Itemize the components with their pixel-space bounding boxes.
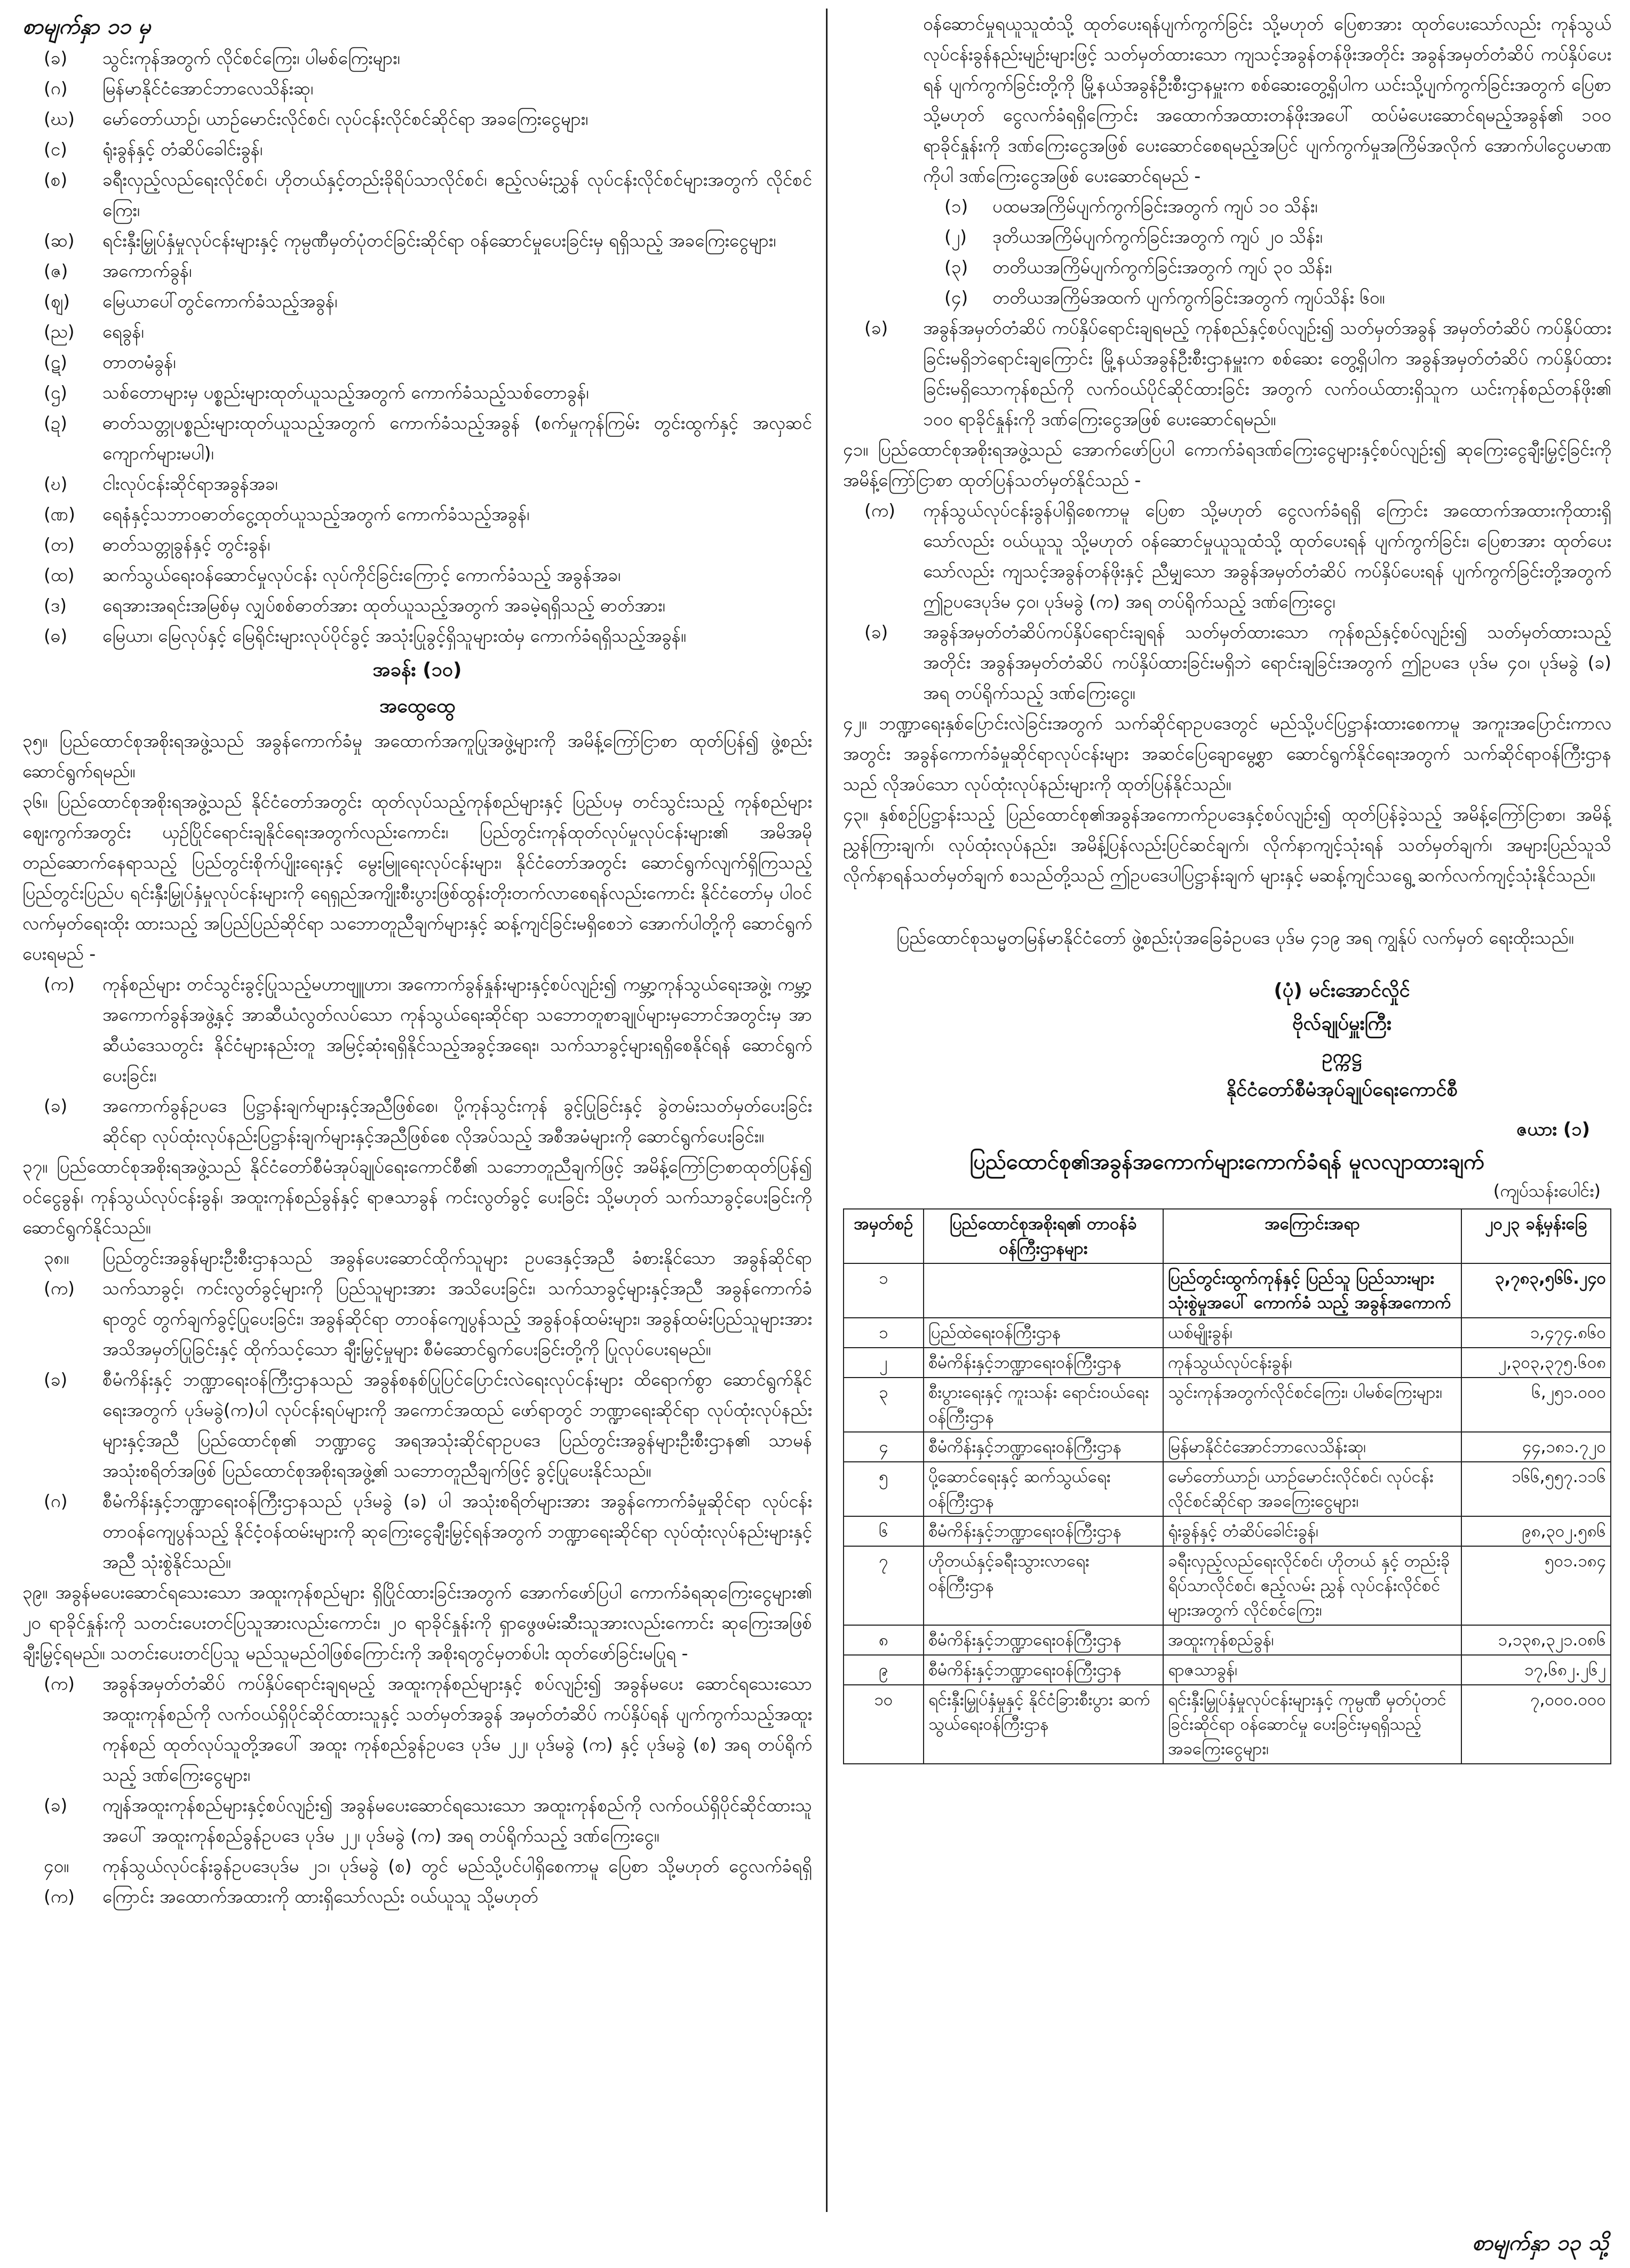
chapter-title: အထွေထွေ: [379, 695, 455, 717]
section-36-items: [22, 969, 812, 1151]
cell-serial: ၂: [844, 1348, 924, 1378]
item-label: (၂): [944, 226, 967, 247]
cell-ministry: ရင်းနှီးမြှုပ်နှံမှုနှင့် နိုင်ငံခြားစီးပွား ဆက်သွယ်ရေးဝန်ကြီးဌာန: [924, 1685, 1163, 1764]
cell-ministry: ပို့ဆောင်ရေးနှင့် ဆက်သွယ်ရေး ဝန်ကြီးဌာန: [924, 1462, 1163, 1516]
item-text: ရေနံနှင့်သဘာဝဓာတ်ငွေ့ထုတ်ယူသည့်အတွက် ကောက်ခံသည့်အခွန်၊: [102, 504, 530, 524]
section-41: ၄၁။ ပြည်ထောင်စုအစိုးရအဖွဲ့သည် အောက်ဖော်ပြပါ ကောက်ခံရဒဏ်ကြေးငွေများနှင့်စပ်လျဉ်း၍ ဆုကြေးငွေချီးမြှင့်ခြင်းကို အမိန့်ကြော်ငြာစာ ထုတ်ပြန်သတ်မှတ်နိုင်သည် -: [843, 439, 1611, 490]
item-label: (က): [864, 500, 896, 521]
item-text: တာတမံခွန်၊: [102, 352, 176, 372]
section-40-start: [22, 1851, 812, 1912]
cell-amount: ၁၆၆,၅၅၇.၁၁၆: [1461, 1462, 1611, 1516]
table-row: [844, 1655, 1611, 1685]
cell-serial: ၉: [844, 1655, 924, 1685]
signature-mark: (ပုံ) မင်းအောင်လှိုင်: [1274, 980, 1410, 1001]
table-row: [844, 1263, 1611, 1318]
item-text: ကုန်သွယ်လုပ်ငန်းခွန်ပါရှိစေကာမူ ပြေစာ သို့မဟုတ် ငွေလက်ခံရရှိ ကြောင်း အထောက်အထားကိုထားရှိသော်လည်း ဝယ်ယူသူ သို့မဟုတ် ဝန်ဆောင်မှုယူသူထံသို့ ထုတ်ပေးရန် ပျက်ကွက်ခြင်း၊ ပြေစာအား ထုတ်ပေးသော်လည်း ကျသင့်အခွန်တန်ဖိုးနှင့် ညီမျှသော အခွန်အမှတ်တံဆိပ် ကပ်နှိပ်ပေးရန် ပျက်ကွက်ခြင်းတို့အတွက် ဤဥပဒေပုဒ်မ ၄၀၊ ပုဒ်မခွဲ (က) အရ တပ်ရိုက်သည့် ဒဏ်ကြေးငွေ၊: [923, 500, 1611, 612]
list-item: [22, 1364, 812, 1486]
list-item: [22, 499, 812, 529]
list-item: [843, 282, 1611, 313]
item-text: ကုန်စည်များ တင်သွင်းခွင့်ပြုသည့်မဟာဗျူဟာ၊ အကောက်ခွန်နှုန်းများနှင့်စပ်လျဉ်း၍ ကမ္ဘာ့ကုန်သွယ်ရေးအဖွဲ့၊ ကမ္ဘာ့အကောက်ခွန်အဖွဲ့နှင့် အာဆီယံလွတ်လပ်သော ကုန်သွယ်ရေးဆိုင်ရာ သဘောတူစာချုပ်များမှဘောင်အတွင်းမှ အာဆီယံဒေသတွင်း နိုင်ငံများနည်းတူ အမြင့်ဆုံးရရှိနိုင်သည့်အခွင့်အရေး၊ သက်သာခွင့်များရရှိစေနိုင်ရန် ဆောင်ရွက်ပေးခြင်း၊: [102, 974, 812, 1086]
section-40-continued: ဝန်ဆောင်မှုရယူသူထံသို့ ထုတ်ပေးရန်ပျက်ကွက်ခြင်း သို့မဟုတ် ပြေစာအား ထုတ်ပေးသော်လည်း ကုန်သွယ်လုပ်ငန်းခွန်နည်းမျဉ်းများဖြင့် သတ်မှတ်ထားသော ကျသင့်အခွန်တန်ဖိုးအတိုင်း အခွန်အမှတ်တံဆိပ် ကပ်နှိပ်ပေးရန် ပျက်ကွက်ခြင်းတို့ကို မြို့နယ်အခွန်ဦးစီးဌာနမှူးက စစ်ဆေးတွေ့ရှိပါက ယင်းသို့ပျက်ကွက်ခြင်းအတွက် ပြေစာ သို့မဟုတ် ငွေလက်ခံရရှိကြောင်း အထောက်အထားတန်ဖိုးအပေါ် ထပ်မံပေးဆောင်ရမည့်အခွန်၏ ၁၀၀ ရာခိုင်နှုန်းကို ဒဏ်ကြေးငွေအဖြစ် ပေးဆောင်စေရမည့်အပြင် ပျက်ကွက်မှုအကြိမ်အလိုက် အောက်ပါငွေပမာဏကိုပါ ဒဏ်ကြေးငွေအဖြစ် ပေးဆောင်ရမည် -: [923, 13, 1611, 186]
item-text: ရုံးခွန်နှင့် တံဆိပ်ခေါင်းခွန်၊: [102, 139, 263, 160]
list-item: [843, 617, 1611, 708]
table-row: [844, 1318, 1611, 1348]
section-35-36: [22, 726, 812, 969]
item-label: (ဌ): [44, 382, 68, 403]
paragraph: ၃၇။ ပြည်ထောင်စုအစိုးရအဖွဲ့သည် နိုင်ငံတော်စီမံအုပ်ချုပ်ရေးကောင်စီ၏ သဘောတူညီချက်ဖြင့် အမိန့်ကြော်ငြာစာထုတ်ပြန်၍ ဝင်ငွေခွန်၊ ကုန်သွယ်လုပ်ငန်းခွန်၊ အထူးကုန်စည်ခွန်နှင့် ရာဇသာခွန် ကင်းလွတ်ခွင့် ပေးခြင်း သို့မဟုတ် သက်သာခွင့်ပေးခြင်းကို ဆောင်ရွက်နိုင်သည်။: [22, 1156, 812, 1238]
item-label: (ခ): [44, 1369, 68, 1390]
list-item: [843, 495, 1611, 617]
paragraph: ၃၅။ ပြည်ထောင်စုအစိုးရအဖွဲ့သည် အခွန်ကောက်ခံမှု အထောက်အကူပြုအဖွဲ့များကို အမိန့်ကြော်ငြာစာ ထုတ်ပြန်၍ ဖွဲ့စည်းဆောင်ရွက်ရမည်။: [22, 730, 812, 782]
item-text: ကျန်အထူးကုန်စည်များနှင့်စပ်လျဉ်း၍ အခွန်မပေးဆောင်ရသေးသော အထူးကုန်စည်ကို လက်ဝယ်ရှိပိုင်ဆိုင်ထားသူအပေါ် အထူးကုန်စည်ခွန်ဥပဒေ ပုဒ်မ ၂၂၊ ပုဒ်မခွဲ (က) အရ တပ်ရိုက်သည့် ဒဏ်ကြေးငွေ။: [102, 1795, 812, 1846]
cell-subject: ပြည်တွင်းထွက်ကုန်နှင့် ပြည်သူ ပြည်သားများ သုံးစွဲမှုအပေါ် ကောက်ခံ သည့် အခွန်အကောက်: [1163, 1263, 1461, 1318]
item-label: (ဇ): [44, 260, 68, 281]
cell-subject: ကုန်သွယ်လုပ်ငန်းခွန်၊: [1163, 1348, 1461, 1378]
cell-ministry: စီမံကိန်းနှင့်ဘဏ္ဍာရေးဝန်ကြီးဌာန: [924, 1348, 1163, 1378]
cell-ministry: [924, 1263, 1163, 1318]
table-row: [844, 1685, 1611, 1764]
item-text: စီမံကိန်းနှင့်ဘဏ္ဍာရေးဝန်ကြီးဌာနသည် ပုဒ်မခွဲ (ခ) ပါ အသုံးစရိတ်များအား အခွန်ကောက်ခံမှုဆိုင်ရာ လုပ်ငန်းတာဝန်ကျေပွန်သည့် နိုင်ငံ့ဝန်ထမ်းများကို ဆုကြေးငွေချီးမြှင့်ရန်အတွက် ဘဏ္ဍာရေးဆိုင်ရာ လုပ်ထုံးလုပ်နည်းများနှင့်အညီ သုံးစွဲနိုင်သည်။: [102, 1491, 812, 1572]
header-serial: အမှတ်စဉ်: [844, 1209, 924, 1263]
section-37: [22, 1151, 812, 1243]
cell-amount: ၂,၃၀၃,၃၇၅.၆၀၈: [1461, 1348, 1611, 1378]
item-text: မြေယာပေါ်တွင်ကောက်ခံသည့်အခွန်၊: [102, 291, 338, 312]
paragraph: ၃၉။ အခွန်မပေးဆောင်ရသေးသော အထူးကုန်စည်များ ရှိပြိုင်ထားခြင်းအတွက် အောက်ဖော်ပြပါ ကောက်ခံရဆုကြေးငွေများ၏ ၂၀ ရာခိုင်နှုန်းကို သတင်းပေးတင်ပြသူအားလည်းကောင်း၊ ၂၀ ရာခိုင်နှုန်းကို ရှာဖွေဖမ်းဆီးသူအားလည်းကောင်း ဆုကြေးအဖြစ်ချီးမြှင့်ရမည်။ သတင်းပေးတင်ပြသူ မည်သူမည်ဝါဖြစ်ကြောင်းကို အစိုးရတွင်မှတစ်ပါး ထုတ်ဖော်ခြင်းမပြုရ -: [22, 1582, 812, 1664]
cell-amount: ၁,၁၃၈,၃၂၁.၀၈၆: [1461, 1625, 1611, 1655]
item-text: ဓာတ်သတ္တုခွန်နှင့် တွင်းခွန်၊: [102, 534, 271, 555]
page-continued-from: စာမျက်နှာ ၁၁ မှ: [22, 14, 151, 39]
list-item: [22, 1243, 812, 1364]
item-label: (ဍ): [44, 412, 68, 433]
list-item: [22, 969, 812, 1091]
annex-title: ပြည်ထောင်စု၏အခွန်အကောက်များကောက်ခံရန် မူလလျာထားချက်: [969, 1150, 1485, 1174]
table-row: [844, 1432, 1611, 1462]
item-label: (ဏ): [44, 504, 76, 524]
item-text: အကောက်ခွန်ဥပဒေ ပြဋ္ဌာန်းချက်များနှင့်အညီဖြစ်စေ၊ ပို့ကုန်သွင်းကုန် ခွင့်ပြုခြင်းနှင့် ခွဲတမ်းသတ်မှတ်ပေးခြင်းဆိုင်ရာ လုပ်ထုံးလုပ်နည်းပြဋ္ဌာန်းချက်များနှင့်အညီဖြစ်စေ လိုအပ်သည့် အစီအမံများကို ဆောင်ရွက်ပေးခြင်း။: [102, 1095, 812, 1147]
list-item: [22, 560, 812, 590]
cell-subject: ရာဇသာခွန်၊: [1163, 1655, 1461, 1685]
item-label: (ခ): [44, 1795, 68, 1816]
item-text: ရေအားအရင်းအမြစ်မှ လျှပ်စစ်ဓာတ်အား ထုတ်ယူသည့်အတွက် အခမဲ့ရရှိသည့် ဓာတ်အား၊: [102, 595, 665, 616]
item-label: (၁): [944, 196, 968, 217]
cell-ministry: စီမံကိန်းနှင့်ဘဏ္ဍာရေးဝန်ကြီးဌာန: [924, 1655, 1163, 1685]
item-label: (ဃ): [44, 108, 75, 129]
item-text: အကောက်ခွန်၊: [102, 260, 192, 281]
item-text: အခွန်အမှတ်တံဆိပ် ကပ်နှိပ်ရောင်းချရမည့် ကုန်စည်နှင့်စပ်လျဉ်း၍ သတ်မှတ်အခွန် အမှတ်တံဆိပ် ကပ်နှိပ်ထားခြင်းမရှိဘဲရောင်းချကြောင်း မြို့နယ်အခွန်ဦးစီးဌာနမှူးက စစ်ဆေး တွေ့ရှိပါက အခွန်အမှတ်တံဆိပ် ကပ်နှိပ်ထားခြင်းမရှိသောကုန်စည်ကို လက်ဝယ်ပိုင်ဆိုင်ထားခြင်း အတွက် လက်ဝယ်ထားရှိသူက ယင်းကုန်စည်တန်ဖိုး၏ ၁၀၀ ရာခိုင်နှုန်းကို ဒဏ်ကြေးငွေအဖြစ် ပေးဆောင်ရမည်။: [923, 317, 1611, 429]
signatory-organization: နိုင်ငံတော်စီမံအုပ်ချုပ်ရေးကောင်စီ: [1226, 1079, 1458, 1101]
cell-ministry: စီမံကိန်းနှင့်ဘဏ္ဍာရေးဝန်ကြီးဌာန: [924, 1432, 1163, 1462]
list-item: [22, 620, 812, 651]
header-ministry: ပြည်ထောင်စုအစိုးရ၏ တာဝန်ခံဝန်ကြီးဌာနများ: [924, 1209, 1163, 1263]
signatory-post: ဥက္ကဋ္ဌ: [1322, 1046, 1362, 1068]
table-row: [844, 1348, 1611, 1378]
item-label: (ဎ): [44, 473, 68, 494]
table-row: [844, 1625, 1611, 1655]
section-40-item-b: [843, 313, 1611, 434]
cell-ministry: စီးပွားရေးနှင့် ကူးသန်း ရောင်းဝယ်ရေးဝန်ကြီးဌာန: [924, 1378, 1163, 1432]
item-label: (၄): [944, 287, 968, 308]
cell-subject: မြန်မာနိုင်ငံအောင်ဘာလေသိန်းဆု၊: [1163, 1432, 1461, 1462]
list-item: [22, 468, 812, 499]
section-41-items: [843, 495, 1611, 708]
item-label: (ဋ): [44, 352, 68, 372]
cell-subject: ခရီးလှည့်လည်ရေးလိုင်စင်၊ ဟိုတယ် နှင့် တည်းခိုရိပ်သာလိုင်စင်၊ ဧည့်လမ်း ညွှန် လုပ်ငန်းလိုင်စင်များအတွက် လိုင်စင်ကြေး၊: [1163, 1546, 1461, 1625]
signatory-rank: ဗိုလ်ချုပ်မှူးကြီး: [1292, 1013, 1392, 1034]
header-subject: အကြောင်းအရာ: [1163, 1209, 1461, 1263]
cell-serial: ၇: [844, 1546, 924, 1625]
signing-statement: ပြည်ထောင်စုသမ္မတမြန်မာနိုင်ငံတော် ဖွဲ့စည်းပုံအခြေခံဥပဒေ ပုဒ်မ ၄၁၉ အရ ကျွန်ုပ် လက်မှတ် ရေးထိုးသည်။: [896, 927, 1574, 948]
item-label: ၃၈။ (က): [44, 1247, 75, 1299]
table-row: [844, 1378, 1611, 1432]
chapter-number: အခန်း (၁၀): [372, 659, 462, 681]
cell-subject: အထူးကုန်စည်ခွန်၊: [1163, 1625, 1461, 1655]
list-item: [22, 134, 812, 164]
item-label: (ဈ): [44, 291, 70, 312]
item-label: (ခ): [44, 47, 68, 68]
section-42-43: [843, 708, 1611, 890]
cell-amount: ၁၇,၆၈၂.၂၆၂: [1461, 1655, 1611, 1685]
cell-amount: ၆,၂၅၁.၀၀၀: [1461, 1378, 1611, 1432]
section-39-items: [22, 1668, 812, 1851]
section-39: [22, 1577, 812, 1668]
item-text: အခွန်အမှတ်တံဆိပ် ကပ်နှိပ်ရောင်းချရမည့် အထူးကုန်စည်များနှင့် စပ်လျဉ်း၍ အခွန်မပေး ဆောင်ရသေးသော အထူးကုန်စည်ကို လက်ဝယ်ရှိပိုင်ဆိုင်ထားသူနှင့် သတ်မှတ်အခွန် အမှတ်တံဆိပ် ကပ်နှိပ်ရန် ပျက်ကွက်သည့်အထူးကုန်စည် ထုတ်လုပ်သူတို့အပေါ် အထူး ကုန်စည်ခွန်ဥပဒေ ပုဒ်မ ၂၂၊ ပုဒ်မခွဲ (က) နှင့် ပုဒ်မခွဲ (စ) အရ တပ်ရိုက်သည့် ဒဏ်ကြေးငွေများ၊: [102, 1673, 812, 1785]
item-text: ပထမအကြိမ်ပျက်ကွက်ခြင်းအတွက် ကျပ် ၁၀ သိန်း၊: [992, 196, 1318, 217]
list-item: [22, 256, 812, 286]
header-estimate: ၂၀၂၃ ခန့်မှန်းခြေ: [1461, 1209, 1611, 1263]
item-text: မြေယာ၊ မြေလုပ်နှင့် မြေရိုင်းများလုပ်ပိုင်ခွင့် အသုံးပြုခွင့်ရှိသူများထံမှ ကောက်ခံရရှိသည့်အခွန်။: [102, 625, 686, 646]
list-item: [22, 43, 812, 73]
item-text: ဆက်သွယ်ရေးဝန်ဆောင်မှုလုပ်ငန်း လုပ်ကိုင်ခြင်းကြောင့် ကောက်ခံသည့် အခွန်အခ၊: [102, 564, 621, 585]
list-item: [22, 316, 812, 347]
list-item: [843, 221, 1611, 252]
table-row: [844, 1462, 1611, 1516]
annex-number: ဇယား (၁): [1516, 1119, 1590, 1140]
item-label: (ဆ): [44, 230, 75, 251]
cell-amount: ၉၈,၃၀၂.၅၈၆: [1461, 1516, 1611, 1546]
item-label: (၃): [944, 257, 968, 277]
cell-subject: သွင်းကုန်အတွက်လိုင်စင်ကြေး၊ ပါမစ်ကြေးများ၊: [1163, 1378, 1461, 1432]
item-label: (ထ): [44, 564, 75, 585]
list-item: [22, 225, 812, 256]
cell-subject: ယစ်မျိုးခွန်၊: [1163, 1318, 1461, 1348]
item-label: (က): [44, 974, 75, 994]
table-row: [844, 1516, 1611, 1546]
cell-amount: ၁,၄၇၄.၈၆၀: [1461, 1318, 1611, 1348]
cell-serial: ၅: [844, 1462, 924, 1516]
cell-serial: ၁၀: [844, 1685, 924, 1764]
item-label: (ခ): [864, 317, 888, 338]
item-text: ရင်းနှီးမြှုပ်နှံမှုလုပ်ငန်းများနှင့် ကုမ္ပဏီမှတ်ပုံတင်ခြင်းဆိုင်ရာ ဝန်ဆောင်မှုပေးခြင်းမှ ရရှိသည့် အခကြေးငွေများ၊: [102, 230, 776, 251]
table-header-row: [844, 1209, 1611, 1263]
table-unit: (ကျပ်သန်းပေါင်း): [1493, 1181, 1601, 1201]
list-item: [22, 347, 812, 377]
item-text: မြန်မာနိုင်ငံအောင်ဘာလေသိန်းဆု၊: [102, 78, 314, 99]
cell-serial: ၈: [844, 1625, 924, 1655]
revenue-table: [843, 1208, 1611, 1764]
cell-amount: ၅၀၁.၁၈၄: [1461, 1546, 1611, 1625]
paragraph: ၄၂။ ဘဏ္ဍာရေးနှစ်ပြောင်းလဲခြင်းအတွက် သက်ဆိုင်ရာဥပဒေတွင် မည်သို့ပင်ပြဋ္ဌာန်းထားစေကာမူ အကူးအပြောင်းကာလအတွင်း အခွန်ကောက်ခံမှုဆိုင်ရာလုပ်ငန်းများ အဆင်ပြေချောမွေ့စွာ ဆောင်ရွက်နိုင်ရေးအတွက် သက်ဆိုင်ရာဝန်ကြီးဌာနသည် လိုအပ်သော လုပ်ထုံးလုပ်နည်းများကို ထုတ်ပြန်နိုင်သည်။: [843, 713, 1611, 794]
cell-serial: ၄: [844, 1432, 924, 1462]
cell-ministry: ပြည်ထဲရေးဝန်ကြီးဌာန: [924, 1318, 1163, 1348]
item-text: သစ်တောများမှ ပစ္စည်းများထုတ်ယူသည့်အတွက် ကောက်ခံသည့်သစ်တောခွန်၊: [102, 382, 589, 403]
cell-subject: မော်တော်ယာဉ်၊ ယာဉ်မောင်းလိုင်စင်၊ လုပ်ငန်းလိုင်စင်ဆိုင်ရာ အခကြေးငွေများ၊: [1163, 1462, 1461, 1516]
item-text: ရေခွန်၊: [102, 321, 144, 342]
revenue-list-top: [22, 43, 812, 651]
item-label: (င): [44, 139, 68, 160]
cell-subject: ရင်းနှီးမြှုပ်နှံမှုလုပ်ငန်းများနှင့် ကုမ္ပဏီ မှတ်ပုံတင်ခြင်းဆိုင်ရာ ဝန်ဆောင်မှု ပေးခြင်းမှရရှိသည့် အခကြေးငွေများ၊: [1163, 1685, 1461, 1764]
section-38-items: [22, 1243, 812, 1577]
item-text: ဓာတ်သတ္တုပစ္စည်းများထုတ်ယူသည့်အတွက် ကောက်ခံသည့်အခွန် (စက်မှုကုန်ကြမ်း တွင်းထွက်နှင့် အလှဆင်ကျောက်များမပါ)၊: [102, 412, 812, 464]
list-item: [843, 313, 1611, 434]
paragraph: ၄၃။ နှစ်စဉ်ပြဋ္ဌာန်းသည့် ပြည်ထောင်စု၏အခွန်အကောက်ဥပဒေနှင့်စပ်လျဉ်း၍ ထုတ်ပြန်ခဲ့သည့် အမိန့်ကြော်ငြာစာ၊ အမိန့်ညွှန်ကြားချက်၊ လုပ်ထုံးလုပ်နည်း၊ အမိန့်ပြန်လည်းပြင်ဆင်ချက်၊ လိုက်နာကျင့်သုံးရန် သတ်မှတ်ချက်၊ အများပြည်သူသိလိုက်နာရန်သတ်မှတ်ချက် စသည်တို့သည် ဤဥပဒေပါပြဋ္ဌာန်းချက် များနှင့် မဆန့်ကျင်သရွေ့ ဆက်လက်ကျင့်သုံးနိုင်သည်။: [843, 804, 1611, 886]
list-item: [22, 104, 812, 134]
list-item: [22, 286, 812, 316]
list-item: [843, 252, 1611, 282]
item-text: တတိယအကြိမ်ပျက်ကွက်ခြင်းအတွက် ကျပ် ၃၀ သိန်း၊: [992, 257, 1332, 277]
list-item: [22, 1668, 812, 1790]
list-item: [22, 377, 812, 408]
paragraph: ၃၆။ ပြည်ထောင်စုအစိုးရအဖွဲ့သည် နိုင်ငံတော်အတွင်း ထုတ်လုပ်သည့်ကုန်စည်များနှင့် ပြည်ပမှ တင်သွင်းသည့် ကုန်စည်များ ဈေးကွက်အတွင်း ယှဉ်ပြိုင်ရောင်းချနိုင်ရေးအတွက်လည်းကောင်း၊ ပြည်တွင်းကုန်ထုတ်လုပ်မှုလုပ်ငန်းများ၏ အမိအမိုတည်ဆောက်နေရာသည့် ပြည်တွင်းစိုက်ပျိုးရေးနှင့် မွေးမြူရေးလုပ်ငန်းများ၊ နိုင်ငံတော်အတွင်း ဆောင်ရွက်လျက်ရှိကြသည့် ပြည်တွင်းပြည်ပ ရင်းနှီးမြှုပ်နှံမှုလုပ်ငန်းများကို ရေရှည်အကျိုးစီးပွားဖြစ်ထွန်းတိုးတက်လာစေရန်လည်းကောင်း နိုင်ငံတော်မှ ပါဝင်လက်မှတ်ရေးထိုး ထားသည့် အပြည်ပြည်ဆိုင်ရာ သဘောတူညီချက်များနှင့် ဆန့်ကျင်ခြင်းမရှိစေဘဲ အောက်ပါတို့ကို ဆောင်ရွက်ပေးရမည် -: [22, 791, 812, 964]
item-text: ခရီးလှည့်လည်ရေးလိုင်စင်၊ ဟိုတယ်နှင့်တည်းခိုရိပ်သာလိုင်စင်၊ ဧည့်လမ်းညွှန် လုပ်ငန်းလိုင်စင်များအတွက် လိုင်စင်ကြေး၊: [102, 169, 812, 220]
cell-ministry: ဟိုတယ်နှင့်ခရီးသွားလာရေး ဝန်ကြီးဌာန: [924, 1546, 1163, 1625]
item-label: (ည): [44, 321, 75, 342]
fine-schedule: [843, 191, 1611, 313]
item-text: အခွန်အမှတ်တံဆိပ်ကပ်နှိပ်ရောင်းချရန် သတ်မှတ်ထားသော ကုန်စည်နှင့်စပ်လျဉ်း၍ သတ်မှတ်ထားသည့်အတိုင်း အခွန်အမှတ်တံဆိပ် ကပ်နှိပ်ထားခြင်းမရှိဘဲ ရောင်းချခြင်းအတွက် ဤဥပဒေ ပုဒ်မ ၄၀၊ ပုဒ်မခွဲ (ခ) အရ တပ်ရိုက်သည့် ဒဏ်ကြေးငွေ။: [923, 622, 1611, 703]
item-label: (တ): [44, 534, 75, 555]
item-label: (ခ): [864, 622, 888, 642]
table-row: [844, 1546, 1611, 1625]
item-text: ပြည်တွင်းအခွန်များဦးစီးဌာနသည် အခွန်ပေးဆောင်ထိုက်သူများ ဥပဒေနှင့်အညီ ခံစားနိုင်သော အခွန်ဆိုင်ရာသက်သာခွင့်၊ ကင်းလွတ်ခွင့်များကို ပြည်သူများအား အသိပေးခြင်း၊ သက်သာခွင့်များနှင့်အညီ အခွန်ကောက်ခံရာတွင် တွက်ချက်ခွင့်ပြုပေးခြင်း၊ အခွန်ဆိုင်ရာ တာဝန်ကျေပွန်သည့် အခွန်ဝန်ထမ်းများ၊ အခွန်ထမ်းပြည်သူများအား အသိအမှတ်ပြုခြင်းနှင့် ထိုက်သင့်သော ချီးမြှင့်မှုများ စီမံဆောင်ရွက်ပေးခြင်းတို့ကို ပြုလုပ်ပေးရမည်။: [102, 1247, 812, 1359]
cell-ministry: စီမံကိန်းနှင့်ဘဏ္ဍာရေးဝန်ကြီးဌာန: [924, 1516, 1163, 1546]
cell-serial: ၆: [844, 1516, 924, 1546]
item-text: တတိယအကြိမ်အထက် ပျက်ကွက်ခြင်းအတွက် ကျပ်သိန်း ၆၀။: [992, 287, 1385, 308]
item-label: (ဂ): [44, 1491, 68, 1511]
item-text: သွင်းကုန်အတွက် လိုင်စင်ကြေး၊ ပါမစ်ကြေးများ၊: [102, 47, 400, 68]
list-item: [22, 1091, 812, 1151]
item-text: ကုန်သွယ်လုပ်ငန်းခွန်ဥပဒေပုဒ်မ ၂၁၊ ပုဒ်မခွဲ (စ) တွင် မည်သို့ပင်ပါရှိစေကာမူ ပြေစာ သို့မဟုတ် ငွေလက်ခံရရှိကြောင်း အထောက်အထားကို ထားရှိသော်လည်း ဝယ်ယူသူ သို့မဟုတ်: [102, 1856, 812, 1907]
item-text: စီမံကိန်းနှင့် ဘဏ္ဍာရေးဝန်ကြီးဌာနသည် အခွန်စနစ်ပြုပြင်ပြောင်းလဲရေးလုပ်ငန်းများ ထိရောက်စွာ ဆောင်ရွက်နိုင်ရေးအတွက် ပုဒ်မခွဲ(က)ပါ လုပ်ငန်းရပ်များကို အကောင်အထည် ဖော်ရာတွင် ဘဏ္ဍာရေးဆိုင်ရာ လုပ်ထုံးလုပ်နည်းများနှင့်အညီ ပြည်ထောင်စု၏ ဘဏ္ဍာငွေ အရအသုံးဆိုင်ရာဥပဒေ ပြည်တွင်းအခွန်များဦးစီးဌာန၏ သာမန်အသုံးစရိတ်အဖြစ် ပြည်ထောင်စုအစိုးရအဖွဲ့၏ သဘောတူညီချက်ဖြင့် ခွင့်ပြုပေးနိုင်သည်။: [102, 1369, 812, 1481]
list-item: [22, 408, 812, 468]
item-label: (ဂ): [44, 78, 68, 99]
item-label: (ဓ): [44, 625, 68, 646]
cell-subject: ရုံးခွန်နှင့် တံဆိပ်ခေါင်းခွန်၊: [1163, 1516, 1461, 1546]
item-label: ၄၀။ (က): [44, 1856, 75, 1907]
list-item: [22, 1790, 812, 1851]
cell-serial: ၃: [844, 1378, 924, 1432]
page-continued-to: စာမျက်နှာ ၁၃ သို့: [1472, 2231, 1609, 2255]
cell-ministry: စီမံကိန်းနှင့်ဘဏ္ဍာရေးဝန်ကြီးဌာန: [924, 1625, 1163, 1655]
list-item: [22, 73, 812, 104]
list-item: [22, 1486, 812, 1577]
list-item: [22, 590, 812, 620]
cell-serial: ၁: [844, 1263, 924, 1318]
cell-amount: ၃,၇၈၃,၅၆၆.၂၄၀: [1461, 1263, 1611, 1318]
list-item: [22, 164, 812, 225]
item-text: ဒုတိယအကြိမ်ပျက်ကွက်ခြင်းအတွက် ကျပ် ၂၀ သိန်း၊: [992, 226, 1323, 247]
signature-block: [843, 974, 1611, 1107]
cell-serial: ၁: [844, 1318, 924, 1348]
list-item: [843, 191, 1611, 221]
cell-amount: ၇,၀၀၀.၀၀၀: [1461, 1685, 1611, 1764]
list-item: [22, 1851, 812, 1912]
item-label: (က): [44, 1673, 75, 1694]
item-text: ငါးလုပ်ငန်းဆိုင်ရာအခွန်အခ၊: [102, 473, 278, 494]
item-label: (ဒ): [44, 595, 67, 616]
item-label: (ခ): [44, 1095, 68, 1116]
list-item: [22, 529, 812, 560]
cell-amount: ၄၄,၁၈၁.၇၂၀: [1461, 1432, 1611, 1462]
item-label: (စ): [44, 169, 68, 190]
right-column: [843, 9, 1611, 2228]
left-column: [22, 43, 812, 2219]
column-divider: [826, 9, 828, 2212]
item-text: မော်တော်ယာဉ်၊ ယာဉ်မောင်းလိုင်စင်၊ လုပ်ငန်းလိုင်စင်ဆိုင်ရာ အခကြေးငွေများ၊: [102, 108, 589, 129]
